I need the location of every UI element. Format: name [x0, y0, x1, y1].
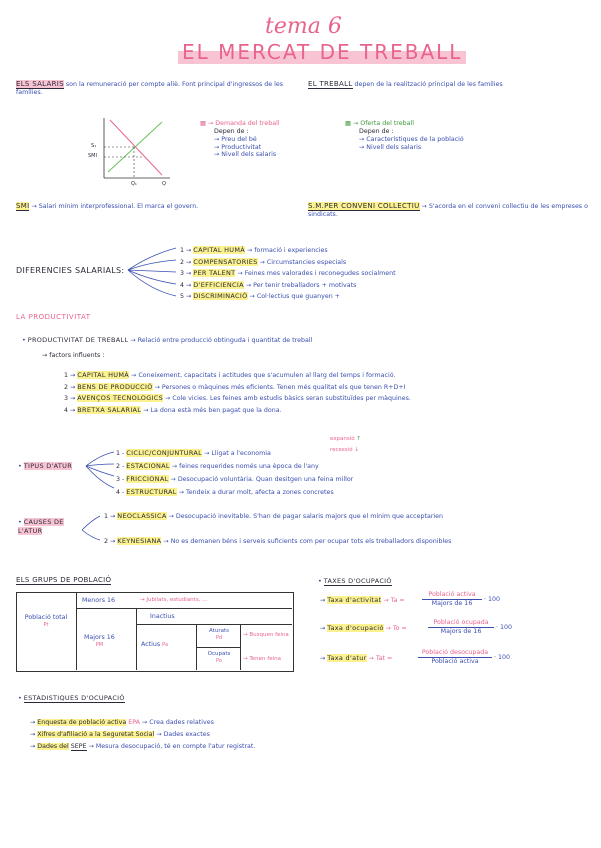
demanda-item-text: Productivitat [221, 143, 262, 151]
atur-item: 3 - FRICCIONAL → Desocupació voluntària. Quan desitgen una feina millor [116, 475, 354, 483]
taxa-multiplier: · 100 [496, 624, 513, 631]
taxa-numerator: Població ocupada [428, 619, 494, 628]
demanda-title-text: Demanda del treball [215, 120, 280, 127]
taxa-symbol: Tat = [375, 655, 393, 662]
taxa-fraction [428, 619, 494, 636]
item-value: Col·lectius que guanyen + [256, 293, 340, 300]
taxa-denominator: Majors de 16 [431, 599, 473, 607]
taxa-row: → Taxa d'activitat → Ta = [320, 596, 405, 604]
grups-majors-abbr: PM [95, 641, 104, 648]
taxa-numerator: Població desocupada [418, 649, 492, 658]
grups-total-label: Població total [24, 614, 68, 621]
atur-label: TIPUS D'ATUR [23, 462, 73, 470]
item-value: Coneixement, capacitats i actitudes que s'acumulen al llarg del temps i formació. [138, 372, 396, 379]
grups-divider [76, 608, 292, 609]
atur-expansio: expansió ↑ [330, 436, 362, 442]
taxa-row: → Taxa d'ocupació → To = [320, 624, 407, 632]
item-number: 5 [180, 293, 185, 300]
demanda-item: → Productivitat [214, 143, 262, 151]
item-value: Circumstancies especials [266, 258, 347, 266]
item-value: Desocupació inevitable. S'han de pagar salaris majors que el mínim que acceptarien [175, 513, 444, 520]
causes-item: 2 → KEYNESIANA → No es demanen béns i serveis suficients com per ocupar tots els treballadors disponibles [104, 537, 452, 545]
item-value: Lligat a l'economia [211, 450, 271, 457]
productivitat-item: 1 → CAPITAL HUMÀ → Coneixement, capacitats i actitudes que s'acumulen al llarg del temps i formació. [64, 371, 396, 379]
title-line1: tema 6 [265, 14, 342, 39]
causes-label-wrap: • CAUSES DE L'ATUR [18, 518, 64, 535]
item-number: 3 [180, 270, 185, 277]
ocupats-abbr: Po [216, 657, 222, 664]
demanda-item-text: Preu del bé [221, 135, 257, 143]
estadistiques-item: → Dades del SEPE → Mesura desocupació, té en compte l'atur registrat. [30, 743, 256, 750]
grups-divider [240, 624, 241, 670]
oferta-title-text: Oferta del treball [360, 120, 414, 127]
graph-y2: SMI [88, 153, 97, 159]
actius-abbr: Pa [162, 642, 169, 648]
oferta-item: → Nivell dels salaris [359, 143, 422, 151]
smpcc-block: S.M.PER CONVENI COLLECTIU → S'acorda en el conveni collectiu de les empreses o sindicats. [308, 202, 588, 218]
item-key: PER TALENT [193, 269, 236, 277]
taxa-fraction [422, 591, 482, 608]
item-value: Dades exactes [163, 731, 210, 738]
grups-inactius: Inactius [150, 613, 175, 620]
taxa-row: → Taxa d'atur → Tat = [320, 654, 393, 662]
item-key: COMPENSATORIES [193, 257, 258, 266]
item-value: Per tenir treballadors + motivats [253, 281, 357, 289]
oferta-item-text: Característiques de la població [366, 135, 464, 143]
taxes-heading: TAXES D'OCUPACIÓ [323, 577, 392, 585]
item-number: 2 [116, 463, 121, 470]
busquen-text: Busquen feina [249, 632, 289, 638]
grups-total [22, 614, 70, 628]
taxa-symbol: To = [392, 625, 407, 632]
item-value: Mesura desocupació, té en compte l'atur registrat. [95, 743, 256, 750]
ocupats-label: Ocupats [207, 651, 231, 657]
smi-label: SMI [16, 202, 30, 210]
oferta-title: ▦ → Oferta del treball [345, 120, 414, 127]
grups-majors-label: Majors 16 [84, 634, 115, 641]
taxes-heading-wrap: • TAXES D'OCUPACIÓ [318, 577, 392, 585]
item-number: 4 [64, 406, 69, 414]
taxa-multiplier: · 100 [494, 654, 511, 661]
item-number: 1 [104, 513, 109, 520]
taxa-numerator: Població activa [422, 591, 482, 600]
diferencies-item: 5 → DISCRIMINACIÓ → Col·lectius que guanyen + [180, 292, 340, 300]
estadistiques-item: → Xifres d'afiliació a la Seguretat Social → Dades exactes [30, 731, 210, 738]
item-value: Tendeix a durar molt, afecta a zones concretes [185, 489, 334, 496]
grups-ocupats [201, 651, 237, 664]
treball-label: EL TREBALL [308, 80, 353, 88]
item-value: formació i experiencies [254, 247, 328, 254]
productivitat-item: 2 → BENS DE PRODUCCIÓ → Persones o màquines més eficients. Tenen més qualitat els que tenen R+D+I [64, 382, 406, 391]
graph-y1: S₁ [91, 143, 97, 149]
item-key: ESTRUCTURAL [126, 488, 177, 496]
productivitat-heading: LA PRODUCTIVITAT [16, 313, 91, 321]
item-number: 2 [180, 258, 185, 266]
productivitat-def-label: PRODUCTIVITAT DE TREBALL [27, 336, 129, 344]
item-key: BENS DE PRODUCCIÓ [77, 382, 153, 391]
grups-divider [76, 592, 77, 670]
item-value: feines requerides només una època de l'any [179, 463, 319, 470]
item-key: KEYNESIANA [117, 537, 162, 545]
demanda-depen: Depen de : [214, 127, 249, 135]
smpcc-text: S'acorda en el conveni collectiu de les empreses o sindicats. [308, 203, 588, 218]
smpcc-label: S.M.PER CONVENI COLLECTIU [308, 202, 420, 210]
item-key: CAPITAL HUMÀ [193, 246, 246, 254]
taxa-name: Taxa d'ocupació [327, 624, 384, 632]
item-number: 2 [104, 538, 109, 545]
item-number: 1 [180, 247, 185, 254]
taxa-denominator: Majors de 16 [440, 627, 482, 635]
aturats-abbr: Pd [215, 634, 223, 641]
grups-divider [136, 624, 292, 625]
estadistiques-list [30, 717, 255, 753]
grups-divider [136, 608, 137, 670]
grups-divider [196, 647, 240, 648]
treball-text: depen de la realització principal de les famílies [354, 81, 503, 88]
item-value: Crea dades relatives [149, 719, 214, 726]
item-value: Desocupació voluntària. Quan desitgen una feina millor [177, 476, 354, 483]
taxa-fraction [418, 649, 492, 666]
productivitat-item: 4 → BRETXA SALARIAL → La dona està més ben pagat que la dona. [64, 405, 282, 414]
diferencies-item: 1 → CAPITAL HUMÀ → formació i experiencies [180, 246, 328, 254]
demanda-title: ▦ → Demanda del treball [200, 120, 280, 127]
oferta-item: → Característiques de la població [359, 135, 464, 143]
estadistiques-heading: ESTADISTIQUES D'OCUPACIÓ [23, 694, 125, 702]
item-number: 3 [64, 395, 69, 402]
taxa-name: Taxa d'activitat [327, 596, 382, 604]
grups-majors [84, 634, 115, 648]
item-number: 4 [116, 489, 121, 496]
item-number: 1 [116, 450, 121, 457]
graph-x1: Q₁ [131, 181, 137, 187]
item-key: CAPITAL HUMÀ [77, 371, 130, 379]
atur-label-wrap: • TIPUS D'ATUR [18, 462, 73, 470]
item-key: NEOCLASSICA [117, 512, 167, 520]
estadistiques-heading-wrap: • ESTADISTIQUES D'OCUPACIÓ [18, 694, 125, 702]
factors-text: factors influents : [49, 352, 105, 359]
item-key: DISCRIMINACIÓ [193, 292, 248, 300]
item-value: Cole vicies. Les feines amb estudis bàsics seran substituïdes per màquines. [172, 395, 411, 402]
grups-aturats [201, 628, 237, 641]
item-key: Dades del [37, 743, 69, 750]
item-key: AVENÇOS TECNOLOGICS [77, 394, 164, 402]
smi-text: Salari mínim interprofessional. El marca el govern. [38, 203, 199, 210]
menors-note-text: Jubilats, estudiants, ... [146, 597, 208, 603]
taxa-denominator: Població activa [431, 657, 479, 665]
item-key: CICLIC/CONJUNTURAL [126, 449, 203, 457]
item-value: No es demanen béns i serveis suficients com per ocupar tots els treballadors disponibles [170, 538, 452, 545]
salaris-label: ELS SALARIS [16, 80, 64, 88]
productivitat-item: 3 → AVENÇOS TECNOLOGICS → Cole vicies. Les feines amb estudis bàsics seran substituïdes per màquines. [64, 394, 411, 402]
taxa-symbol: Ta = [390, 597, 405, 604]
grups-menors-note: → Jubilats, estudiants, ... [140, 597, 208, 603]
item-key: D'EFFICIENCIA [193, 280, 244, 289]
grups-tenen: → Tenen feina [243, 656, 281, 662]
causes-label: CAUSES DE L'ATUR [18, 518, 64, 535]
causes-item: 1 → NEOCLASSICA → Desocupació inevitable. S'han de pagar salaris majors que el mínim que acceptarien [104, 512, 444, 520]
estadistiques-item: → Enquesta de població activa EPA → Crea dades relatives [30, 719, 214, 726]
item-value: Feines mes valorades i reconegudes socialment [244, 270, 396, 277]
actius-label: Actius [141, 641, 161, 648]
taxa-name: Taxa d'atur [327, 654, 367, 662]
oferta-item-text: Nivell dels salaris [366, 143, 422, 151]
grups-total-abbr: Pt [43, 621, 49, 628]
tenen-text: Tenen feina [249, 656, 281, 662]
item-key: FRICCIONAL [126, 475, 169, 483]
item-tag: EPA [128, 719, 140, 726]
diferencies-item: 2 → COMPENSATORIES → Circumstancies especials [180, 257, 347, 266]
grups-heading: ELS GRUPS DE POBLACIÓ [16, 576, 112, 584]
demanda-item: → Preu del bé [214, 135, 257, 143]
productivitat-def-text: Relació entre producció obtinguda i quantitat de treball [137, 337, 313, 344]
item-key: Enquesta de població activa [37, 719, 127, 726]
recessio-text: recessió [330, 447, 353, 453]
diferencies-item: 3 → PER TALENT → Feines mes valorades i reconegudes socialment [180, 269, 396, 277]
item-number: 1 [64, 372, 69, 379]
diferencies-label: DIFERENCIES SALARIALS: [16, 266, 125, 275]
diferencies-item: 4 → D'EFFICIENCIA → Per tenir treballadors + motivats [180, 280, 357, 289]
grups-busquen: → Busquen feina [243, 632, 289, 638]
productivitat-def: • PRODUCTIVITAT DE TREBALL → Relació entre producció obtinguda i quantitat de treball [22, 336, 313, 344]
page-title-text: EL MERCAT DE TREBALL [178, 40, 466, 64]
item-key: ESTACIONAL [126, 462, 170, 470]
productivitat-factors: → factors influents : [42, 352, 105, 359]
aturats-label: Aturats [209, 628, 229, 634]
smi-block: SMI → Salari mínim interprofessional. El marca el govern. [16, 202, 199, 210]
item-number: 2 [64, 383, 69, 391]
atur-recessio: recessió ↓ [330, 447, 359, 453]
item-key: BRETXA SALARIAL [77, 405, 142, 414]
oferta-depen: Depen de : [359, 127, 394, 135]
taxa-multiplier: · 100 [484, 596, 501, 603]
demanda-item: → Nivell dels salaris [214, 151, 277, 159]
item-value: Persones o màquines més eficients. Tenen més qualitat els que tenen R+D+I [161, 383, 406, 391]
grups-actius [141, 641, 168, 649]
graph-x2: Q [162, 181, 166, 187]
atur-item: 2 - ESTACIONAL → feines requerides només una època de l'any [116, 462, 319, 470]
expansio-text: expansió [330, 436, 355, 442]
item-value: La dona està més ben pagat que la dona. [150, 406, 282, 414]
atur-item: 1 - CICLIC/CONJUNTURAL → Lligat a l'economia [116, 449, 271, 457]
item-key: Xifres d'afiliació a la Seguretat Social [37, 731, 155, 738]
demanda-item-text: Nivell dels salaris [221, 151, 277, 159]
grups-menors: Menors 16 [82, 597, 116, 604]
atur-item: 4 - ESTRUCTURAL → Tendeix a durar molt, afecta a zones concretes [116, 488, 334, 496]
item-number: 4 [180, 281, 185, 289]
item-number: 3 [116, 476, 121, 483]
item-tag: SEPE [70, 743, 87, 750]
salaris-text: son la remuneració per compte aliè. Font principal d'ingressos de les famílies. [16, 81, 284, 96]
